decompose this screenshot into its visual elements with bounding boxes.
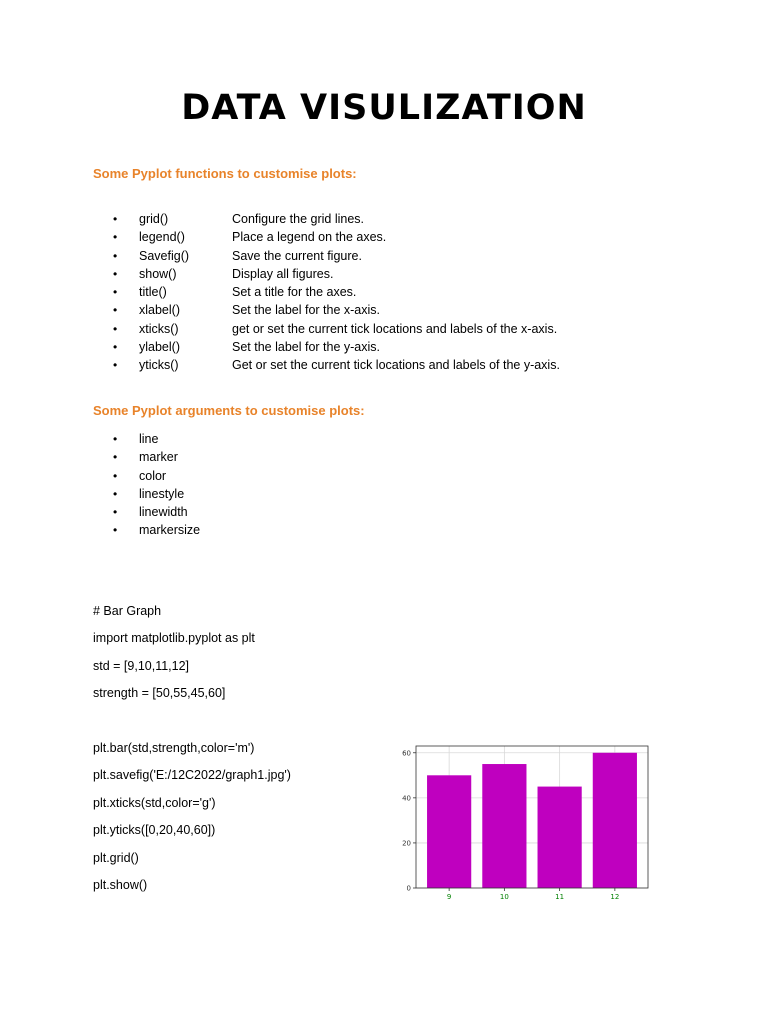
code-line: plt.bar(std,strength,color='m') xyxy=(93,741,255,755)
argument-name: markersize xyxy=(139,523,201,538)
function-name: xlabel() xyxy=(139,303,180,318)
argument-name: linewidth xyxy=(139,505,188,520)
y-tick-label: 60 xyxy=(402,749,411,758)
function-description: Display all figures. xyxy=(232,266,334,281)
bullet-icon: • xyxy=(113,358,118,373)
argument-name: linestyle xyxy=(139,486,185,501)
y-tick-label: 0 xyxy=(406,884,411,893)
code-line: # Bar Graph xyxy=(93,604,162,618)
code-line: std = [9,10,11,12] xyxy=(93,659,190,673)
function-name: show() xyxy=(139,266,177,281)
function-name: legend() xyxy=(139,230,185,245)
code-line: strength = [50,55,45,60] xyxy=(93,686,226,700)
code-line: plt.show() xyxy=(93,878,148,892)
code-line: plt.grid() xyxy=(93,851,139,865)
bar-chart xyxy=(390,738,660,908)
bar xyxy=(427,775,471,888)
argument-name: marker xyxy=(139,450,178,465)
code-line: plt.xticks(std,color='g') xyxy=(93,796,216,810)
bullet-icon: • xyxy=(113,486,118,501)
bullet-icon: • xyxy=(113,340,118,355)
function-name: title() xyxy=(139,285,167,300)
x-tick-label: 10 xyxy=(499,893,509,901)
x-tick-label: 12 xyxy=(610,893,620,901)
x-tick-label: 11 xyxy=(555,893,565,901)
argument-name: color xyxy=(139,468,167,483)
bullet-icon: • xyxy=(113,248,118,263)
code-line: import matplotlib.pyplot as plt xyxy=(93,631,255,645)
function-name: grid() xyxy=(139,212,169,226)
y-tick-label: 20 xyxy=(402,839,411,848)
bullet-icon: • xyxy=(113,505,118,520)
argument-name: line xyxy=(139,432,159,446)
code-line: plt.yticks([0,20,40,60]) xyxy=(93,823,216,837)
arguments-heading: Some Pyplot arguments to customise plots: xyxy=(93,403,365,418)
function-name: xticks() xyxy=(139,321,179,336)
bullet-icon: • xyxy=(113,523,118,538)
bar xyxy=(593,753,637,888)
function-name: yticks() xyxy=(139,358,179,373)
x-tick-label: 9 xyxy=(446,893,452,901)
page-title: DATA VISULIZATION xyxy=(181,88,587,128)
bullet-icon: • xyxy=(113,450,118,465)
bullet-icon: • xyxy=(113,266,118,281)
y-tick-label: 40 xyxy=(402,794,411,803)
bullet-icon: • xyxy=(113,432,118,446)
bullet-icon: • xyxy=(113,212,118,226)
bullet-icon: • xyxy=(113,321,118,336)
function-description: Save the current figure. xyxy=(232,248,362,263)
functions-heading: Some Pyplot functions to customise plots: xyxy=(93,166,357,181)
bar xyxy=(482,764,526,888)
function-name: Savefig() xyxy=(139,248,190,263)
bullet-icon: • xyxy=(113,303,118,318)
bar xyxy=(538,787,582,888)
function-description: Set a title for the axes. xyxy=(232,285,357,300)
function-description: Place a legend on the axes. xyxy=(232,230,387,245)
function-description: Configure the grid lines. xyxy=(232,212,365,226)
function-description: get or set the current tick locations and labels of the x-axis. xyxy=(232,321,558,336)
bullet-icon: • xyxy=(113,285,118,300)
bullet-icon: • xyxy=(113,468,118,483)
function-description: Get or set the current tick locations and labels of the y-axis. xyxy=(232,358,560,373)
function-description: Set the label for the y-axis. xyxy=(232,340,380,355)
function-description: Set the label for the x-axis. xyxy=(232,303,380,318)
bullet-icon: • xyxy=(113,230,118,245)
code-line: plt.savefig('E:/12C2022/graph1.jpg') xyxy=(93,768,291,782)
function-name: ylabel() xyxy=(139,340,180,355)
